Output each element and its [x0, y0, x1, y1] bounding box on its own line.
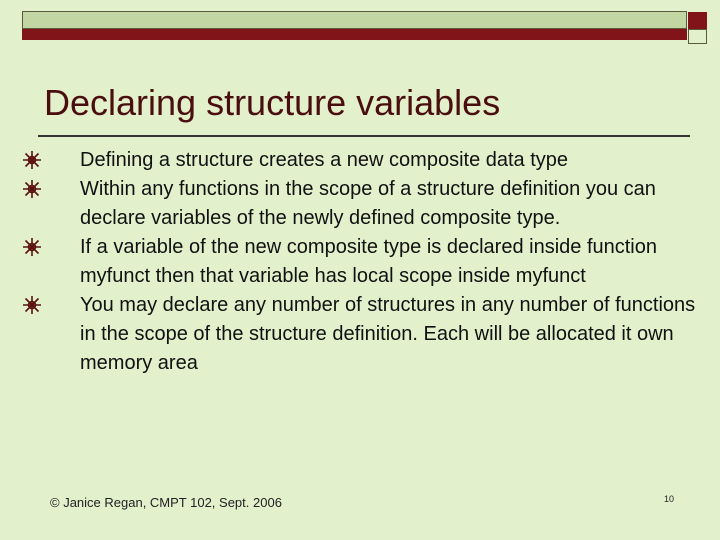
ornament-bullet-icon [22, 179, 42, 199]
bullet-item [0, 146, 700, 175]
bullet-text: You may declare any number of structures in any number of functions in the scope of the structure definition. Each will be allocated it own memory area [80, 294, 696, 374]
bullet-list [0, 146, 720, 378]
header-band-dark [22, 29, 687, 40]
slide-title: Declaring structure variables [44, 82, 501, 123]
header-corner-light [688, 29, 707, 44]
bullet-item [0, 291, 700, 378]
header-band-light [22, 11, 687, 29]
bullet-item [0, 233, 700, 291]
header-corner-dark [688, 12, 707, 29]
bullet-text: If a variable of the new composite type is declared inside function myfunct then that variable has local scope inside myfunct [80, 236, 657, 287]
ornament-bullet-icon [22, 295, 42, 315]
ornament-bullet-icon [22, 237, 42, 257]
bullet-text: Within any functions in the scope of a structure definition you can declare variables of the newly defined composite type. [80, 178, 656, 229]
title-divider [38, 135, 690, 137]
bullet-text: Defining a structure creates a new composite data type [80, 149, 569, 171]
footer-copyright: © Janice Regan, CMPT 102, Sept. 2006 [50, 495, 282, 510]
page-number: 10 [664, 494, 675, 504]
ornament-bullet-icon [22, 150, 42, 170]
bullet-item [0, 175, 700, 233]
